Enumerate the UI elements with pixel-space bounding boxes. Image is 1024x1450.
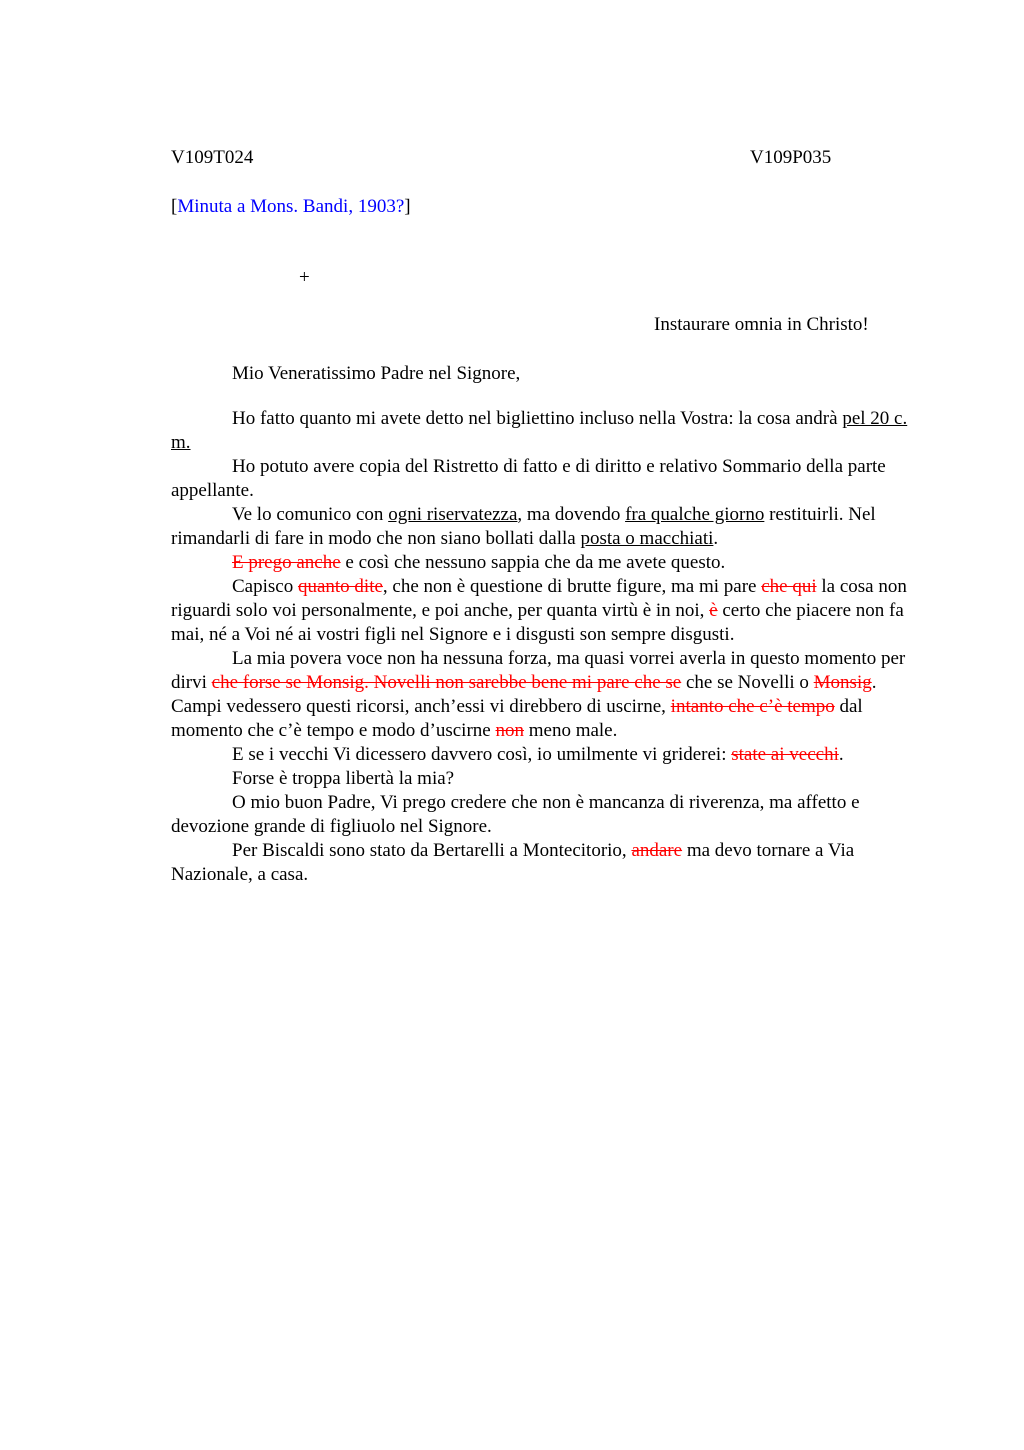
underlined-text: pel 20 c. m. — [171, 408, 908, 453]
title-bracket-open: [ — [171, 196, 178, 217]
paragraph-3 — [171, 503, 931, 551]
text-run: La mia povera voce non ha nessuna forza, ma quasi vorrei averla in questo momento per dirvi — [171, 648, 906, 693]
motto: Instaurare omnia in Christo! — [654, 314, 869, 335]
salutation: Mio Veneratissimo Padre nel Signore, — [232, 363, 521, 384]
deleted-text: è — [709, 600, 718, 621]
text-run: Ho fatto quanto mi avete detto nel bigliettino incluso nella Vostra: la cosa andrà — [232, 408, 843, 429]
paragraph-8 — [171, 767, 931, 791]
text-run: e così che nessuno sappia che da me avete questo. — [340, 552, 726, 573]
underlined-text: posta o macchiati — [580, 528, 714, 549]
deleted-text: state ai vecchi — [731, 744, 839, 765]
right-reference-code: V109P035 — [750, 147, 832, 168]
document-title — [171, 195, 411, 219]
paragraph-9 — [171, 791, 931, 839]
left-reference-code: V109T024 — [171, 147, 254, 168]
text-run: Capisco — [232, 576, 298, 597]
deleted-text: E prego anche — [232, 552, 341, 573]
text-run: ma devo tornare a Via Nazionale, a casa. — [171, 840, 855, 885]
paragraph-4 — [171, 551, 931, 575]
text-run: certo che piacere non fa mai, né a Voi né ai vostri figli nel Signore e i disgusti son sempre disgusti. — [171, 600, 904, 645]
text-run: la cosa non riguardi solo voi personalmente, e poi anche, per quanta virtù è in noi, — [171, 576, 907, 621]
cross-symbol: + — [299, 267, 310, 288]
text-run: Ve lo comunico con — [232, 504, 389, 525]
text-run: E se i vecchi Vi dicessero davvero così, io umilmente vi griderei: — [232, 744, 732, 765]
paragraph-2 — [171, 455, 931, 503]
text-run: , ma dovendo — [517, 504, 626, 525]
deleted-text: intanto che c’è tempo — [670, 696, 835, 717]
deleted-text: che forse se Monsig. Novelli non sarebbe bene mi pare che se — [211, 672, 682, 693]
title-bracket-close: ] — [404, 196, 411, 217]
paragraph-6 — [171, 647, 931, 743]
deleted-text: andare — [631, 840, 683, 861]
text-run: . — [838, 744, 844, 765]
paragraph-1 — [171, 407, 931, 455]
text-run: dal momento che c’è tempo e modo d’uscirne — [171, 696, 863, 741]
text-run: O mio buon Padre, Vi prego credere che non è mancanza di riverenza, ma affetto e devozione grande di figliuolo nel Signore. — [171, 792, 860, 837]
text-run: meno male. — [523, 720, 618, 741]
text-run: . — [713, 528, 719, 549]
underlined-text: ogni riservatezza — [388, 504, 518, 525]
paragraph-5 — [171, 575, 931, 647]
deleted-text: quanto dite — [297, 576, 383, 597]
underlined-text: fra qualche giorno — [625, 504, 765, 525]
text-run: Forse è troppa libertà la mia? — [232, 768, 455, 789]
paragraph-7 — [171, 743, 931, 767]
paragraph-10 — [171, 839, 931, 887]
title-text: Minuta a Mons. Bandi, 1903? — [177, 196, 405, 217]
text-run: Ho potuto avere copia del Ristretto di fatto e di diritto e relativo Sommario della parte appellante. — [171, 456, 886, 501]
text-run: Per Biscaldi sono stato da Bertarelli a Montecitorio, — [232, 840, 632, 861]
deleted-text: che qui — [761, 576, 817, 597]
deleted-text: non — [495, 720, 524, 741]
text-run: , che non è questione di brutte figure, ma mi pare — [382, 576, 762, 597]
letter-body — [171, 407, 931, 887]
deleted-text: Monsig — [813, 672, 872, 693]
text-run: restituirli. Nel rimandarli di fare in modo che non siano bollati dalla — [171, 504, 876, 549]
text-run: che se Novelli o — [681, 672, 814, 693]
text-run: . Campi vedessero questi ricorsi, anch’essi vi direbbero di uscirne, — [171, 672, 877, 717]
